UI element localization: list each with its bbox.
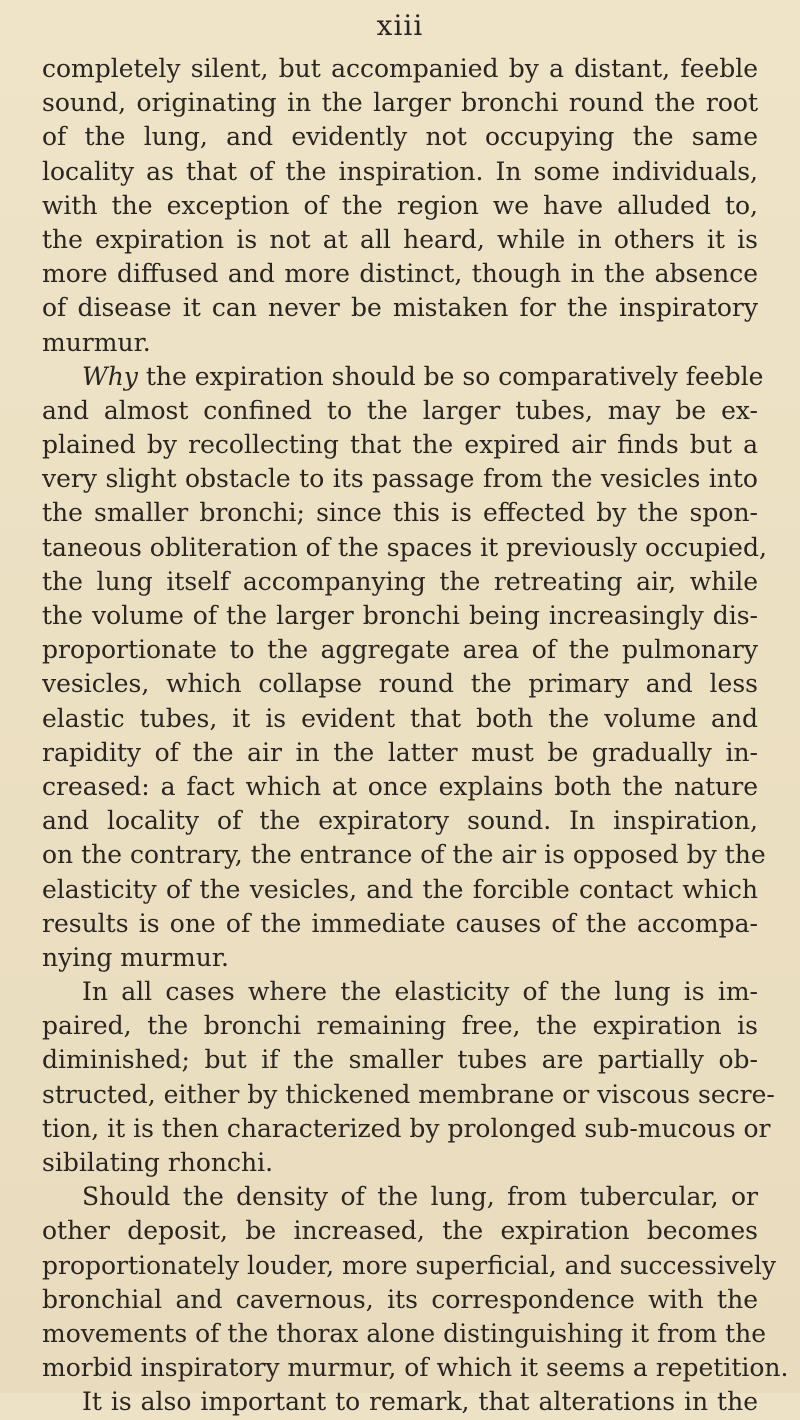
text-line: rapidity of the air in the latter must be gradually in- (42, 737, 758, 767)
text-line: tion, it is then characterized by prolonged sub-mucous or (42, 1113, 771, 1143)
line-rest: the expiration should be so comparatively feeble (137, 361, 764, 391)
text-line: proportionately louder, more superficial, and successively (42, 1250, 777, 1280)
text-line: Should the density of the lung, from tubercular, or (82, 1182, 758, 1212)
text-line: paired, the bronchi remaining free, the expiration is (42, 1011, 758, 1041)
text-line: movements of the thorax alone distinguishing it from the (42, 1318, 767, 1348)
page-number: xiii (376, 9, 424, 42)
text-line: on the contrary, the entrance of the air is opposed by the (42, 840, 766, 870)
text-line: very slight obstacle to its passage from the vesicles into (42, 464, 758, 494)
text-line: of the lung, and evidently not occupying the same (42, 122, 758, 152)
text-line: other deposit, be increased, the expiration becomes (42, 1216, 758, 1246)
text-line (42, 360, 764, 394)
text-line: results is one of the immediate causes of the accompa- (42, 908, 758, 938)
body-text (42, 52, 789, 1420)
text-line: vesicles, which collapse round the primary and less (42, 669, 758, 699)
text-line: the lung itself accompanying the retreating air, while (42, 566, 758, 596)
text-line: creased: a fact which at once explains both the nature (42, 771, 758, 801)
text-line: elasticity of the vesicles, and the forcible contact which (42, 874, 758, 904)
text-line: locality as that of the inspiration. In some individuals, (42, 156, 758, 186)
text-line: sibilating rhonchi. (42, 1148, 274, 1177)
italic-word: Why (82, 361, 138, 391)
text-line: diminished; but if the smaller tubes are partially ob- (42, 1045, 758, 1075)
text-line: and locality of the expiratory sound. In inspiration, (42, 806, 758, 836)
text-line: bronchial and cavernous, its correspondence with the (42, 1284, 758, 1314)
text-line: plained by recollecting that the expired air finds but a (42, 430, 758, 460)
text-line: structed, either by thickened membrane or viscous secre- (42, 1079, 775, 1109)
text-line: the expiration is not at all heard, while in others it is (42, 224, 758, 254)
text-line: more diffused and more distinct, though in the absence (42, 259, 758, 289)
text-line: In all cases where the elasticity of the lung is im- (82, 977, 758, 1007)
text-line: the volume of the larger bronchi being increasingly dis- (42, 601, 758, 630)
text-line: elastic tubes, it is evident that both the volume and (42, 703, 758, 733)
text-line: taneous obliteration of the spaces it previously occupied, (42, 532, 767, 562)
text-line: nying murmur. (42, 942, 229, 972)
text-line: and almost confined to the larger tubes, may be ex- (42, 395, 758, 425)
text-line: murmur. (42, 327, 151, 357)
text-line: of disease it can never be mistaken for the inspiratory (42, 293, 758, 323)
text-line: sound, originating in the larger bronchi round the root (42, 88, 758, 118)
text-line: proportionate to the aggregate area of the pulmonary (42, 635, 758, 665)
text-line: It is also important to remark, that alterations in the (82, 1387, 758, 1417)
text-line: completely silent, but accompanied by a distant, feeble (42, 54, 758, 83)
text-line: the smaller bronchi; since this is effected by the spon- (42, 498, 758, 528)
text-line: with the exception of the region we have alluded to, (42, 190, 758, 220)
text-line: morbid inspiratory murmur, of which it seems a repetition. (42, 1353, 789, 1383)
